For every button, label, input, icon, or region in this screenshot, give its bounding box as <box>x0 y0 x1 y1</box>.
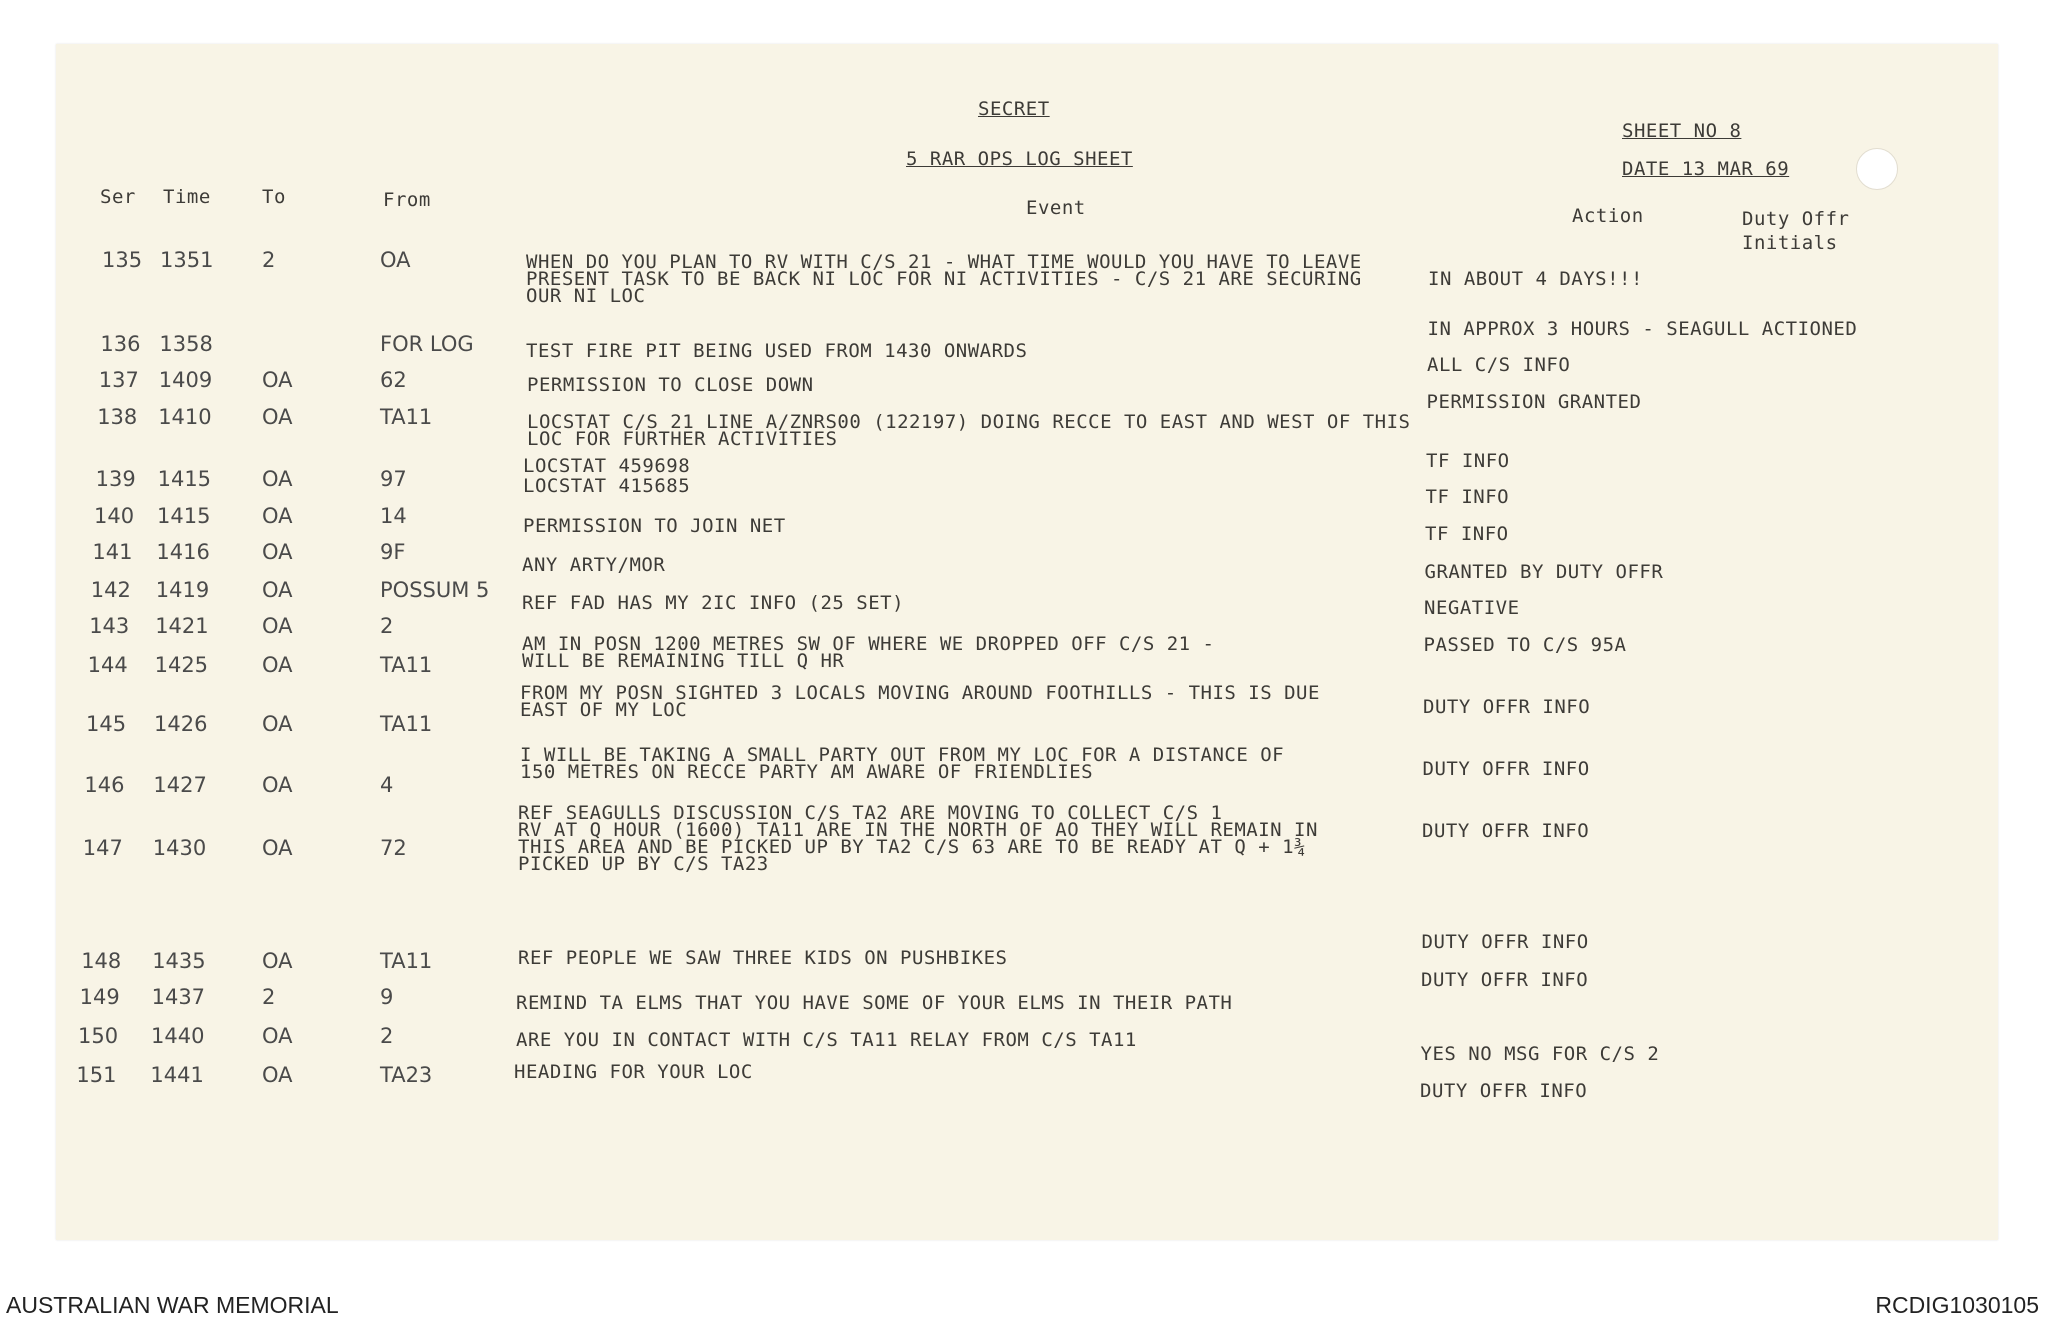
row-from: 2 <box>380 1024 394 1048</box>
row-time: 1440 <box>151 1024 205 1048</box>
row-from: TA11 <box>380 712 433 736</box>
row-action: NEGATIVE <box>1424 597 1520 619</box>
row-from: 2 <box>380 614 394 638</box>
row-time: 1427 <box>153 773 207 797</box>
row-event: LOCSTAT 415685 <box>523 475 691 497</box>
row-to: OA <box>262 578 293 602</box>
row-to: OA <box>262 712 293 736</box>
row-to: OA <box>262 368 293 392</box>
row-action: IN APPROX 3 HOURS - SEAGULL ACTIONED <box>1427 318 1858 340</box>
row-from: TA11 <box>380 405 433 429</box>
row-action: PASSED TO C/S 95A <box>1423 634 1627 656</box>
row-to: OA <box>262 504 293 528</box>
row-time: 1430 <box>152 836 207 860</box>
row-action: TF INFO <box>1425 523 1509 545</box>
row-event: LOCSTAT C/S 21 LINE A/ZNRS00 (122197) DOING RECCE TO EAST AND WEST OF THIS LOC FOR FURTHER ACTIVITIES <box>527 411 1411 450</box>
row-ser: 140 <box>94 504 135 528</box>
col-header-from: From <box>383 189 431 211</box>
row-event: REF PEOPLE WE SAW THREE KIDS ON PUSHBIKES <box>518 947 1008 969</box>
row-time: 1435 <box>152 949 206 973</box>
row-action: ALL C/S INFO <box>1427 354 1571 376</box>
row-time: 1425 <box>154 653 209 677</box>
col-header-ser: Ser <box>100 186 136 208</box>
row-to: OA <box>262 1063 293 1087</box>
row-event: HEADING FOR YOUR LOC <box>514 1061 753 1083</box>
row-ser: 135 <box>102 248 143 272</box>
row-action: DUTY OFFR INFO <box>1420 1080 1588 1102</box>
row-from: TA23 <box>380 1063 433 1087</box>
row-action: DUTY OFFR INFO <box>1422 820 1590 842</box>
row-to: OA <box>262 773 293 797</box>
row-ser: 143 <box>89 614 130 638</box>
row-ser: 142 <box>90 578 131 602</box>
row-ser: 149 <box>79 985 120 1009</box>
record-id: RCDIG1030105 <box>1875 1292 2039 1318</box>
row-time: 1410 <box>158 405 212 429</box>
sheet-title: 5 RAR OPS LOG SHEET <box>906 148 1133 170</box>
row-action: DUTY OFFR INFO <box>1421 969 1589 991</box>
row-action: IN ABOUT 4 DAYS!!! <box>1428 268 1643 290</box>
punch-hole <box>1856 148 1898 190</box>
row-to: OA <box>262 836 293 860</box>
row-ser: 146 <box>84 773 125 797</box>
row-from: 14 <box>380 504 407 528</box>
row-action: TF INFO <box>1425 486 1510 508</box>
row-from: TA11 <box>380 653 433 677</box>
row-ser: 141 <box>92 540 133 564</box>
row-from: TA11 <box>380 949 433 973</box>
row-event: TEST FIRE PIT BEING USED FROM 1430 ONWARDS <box>526 340 1028 362</box>
row-time: 1415 <box>157 467 212 491</box>
col-header-time: Time <box>163 186 211 208</box>
row-to: OA <box>262 949 293 973</box>
row-event: I WILL BE TAKING A SMALL PARTY OUT FROM MY LOC FOR A DISTANCE OF 150 METRES ON RECCE PARTY AM AWARE OF FRIENDLIES <box>520 744 1285 783</box>
row-event: ANY ARTY/MOR <box>522 554 666 576</box>
col-header-action: Action <box>1572 205 1644 227</box>
sheet-date: DATE 13 MAR 69 <box>1622 158 1790 180</box>
row-from: POSSUM 5 <box>380 578 490 602</box>
row-from: 62 <box>380 368 407 392</box>
col-header-duty-offr: Duty Offr <box>1742 208 1850 230</box>
row-event: REF FAD HAS MY 2IC INFO (25 SET) <box>522 592 905 614</box>
row-action: DUTY OFFR INFO <box>1422 758 1590 780</box>
row-from: 9 <box>380 985 394 1009</box>
col-header-initials: Initials <box>1742 232 1838 254</box>
row-action: GRANTED BY DUTY OFFR <box>1424 561 1664 583</box>
row-ser: 138 <box>97 405 138 429</box>
row-event: REMIND TA ELMS THAT YOU HAVE SOME OF YOUR ELMS IN THEIR PATH <box>516 992 1233 1014</box>
row-event: ARE YOU IN CONTACT WITH C/S TA11 RELAY FROM C/S TA11 <box>516 1029 1137 1051</box>
row-time: 1441 <box>150 1063 204 1087</box>
row-event: FROM MY POSN SIGHTED 3 LOCALS MOVING AROUND FOOTHILLS - THIS IS DUE EAST OF MY LOC <box>520 682 1320 721</box>
col-header-to: To <box>262 186 286 208</box>
row-from: 72 <box>380 836 407 860</box>
row-from: OA <box>380 248 411 272</box>
row-to: OA <box>262 653 293 677</box>
row-from: 9F <box>380 540 406 564</box>
row-ser: 147 <box>82 836 123 860</box>
institution-credit: AUSTRALIAN WAR MEMORIAL <box>6 1292 339 1318</box>
row-to: OA <box>262 1024 293 1048</box>
row-to: OA <box>262 540 293 564</box>
row-action: YES NO MSG FOR C/S 2 <box>1420 1043 1660 1065</box>
row-event: REF SEAGULLS DISCUSSION C/S TA2 ARE MOVING TO COLLECT C/S 1 RV AT Q HOUR (1600) TA11 ARE IN THE NORTH OF AO THEY WILL REMAIN IN THIS AREA AND BE PICKED UP BY TA2 C/S 63 ARE TO BE READY AT Q + 1¾ PICKED UP BY C/S TA23 <box>518 802 1318 875</box>
row-event: LOCSTAT 459698 <box>523 455 691 477</box>
classification-marking: SECRET <box>978 98 1050 120</box>
row-event: PERMISSION TO JOIN NET <box>523 515 786 537</box>
row-action: TF INFO <box>1426 450 1510 472</box>
row-from: FOR LOG <box>380 332 474 356</box>
row-to: OA <box>262 467 293 491</box>
row-from: 4 <box>380 773 394 797</box>
col-header-event: Event <box>1026 197 1086 219</box>
row-time: 1351 <box>160 248 214 272</box>
row-time: 1409 <box>158 368 213 392</box>
row-time: 1416 <box>156 540 210 564</box>
row-action: PERMISSION GRANTED <box>1426 391 1642 413</box>
sheet-number: SHEET NO 8 <box>1622 120 1742 142</box>
row-time: 1415 <box>157 504 211 528</box>
row-time: 1358 <box>159 332 213 356</box>
row-ser: 150 <box>78 1024 119 1048</box>
row-time: 1421 <box>155 614 209 638</box>
row-event: PERMISSION TO CLOSE DOWN <box>527 374 814 396</box>
row-action: DUTY OFFR INFO <box>1423 696 1591 718</box>
row-event: AM IN POSN 1200 METRES SW OF WHERE WE DROPPED OFF C/S 21 - WILL BE REMAINING TILL Q HR <box>522 633 1215 672</box>
row-ser: 137 <box>98 368 139 392</box>
row-to: OA <box>262 614 293 638</box>
row-ser: 136 <box>100 332 141 356</box>
row-time: 1437 <box>151 985 206 1009</box>
row-ser: 145 <box>86 712 127 736</box>
row-time: 1426 <box>154 712 208 736</box>
row-to: OA <box>262 405 293 429</box>
row-to: 2 <box>262 985 276 1009</box>
row-ser: 139 <box>95 467 136 491</box>
row-from: 97 <box>380 467 407 491</box>
row-ser: 144 <box>87 653 128 677</box>
row-event: WHEN DO YOU PLAN TO RV WITH C/S 21 - WHAT TIME WOULD YOU HAVE TO LEAVE PRESENT TASK TO BE BACK NI LOC FOR NI ACTIVITIES - C/S 21 ARE SECURING OUR NI LOC <box>526 251 1362 307</box>
row-ser: 151 <box>76 1063 117 1087</box>
row-time: 1419 <box>155 578 210 602</box>
row-to: 2 <box>262 248 276 272</box>
row-ser: 148 <box>81 949 122 973</box>
row-action: DUTY OFFR INFO <box>1421 931 1589 953</box>
